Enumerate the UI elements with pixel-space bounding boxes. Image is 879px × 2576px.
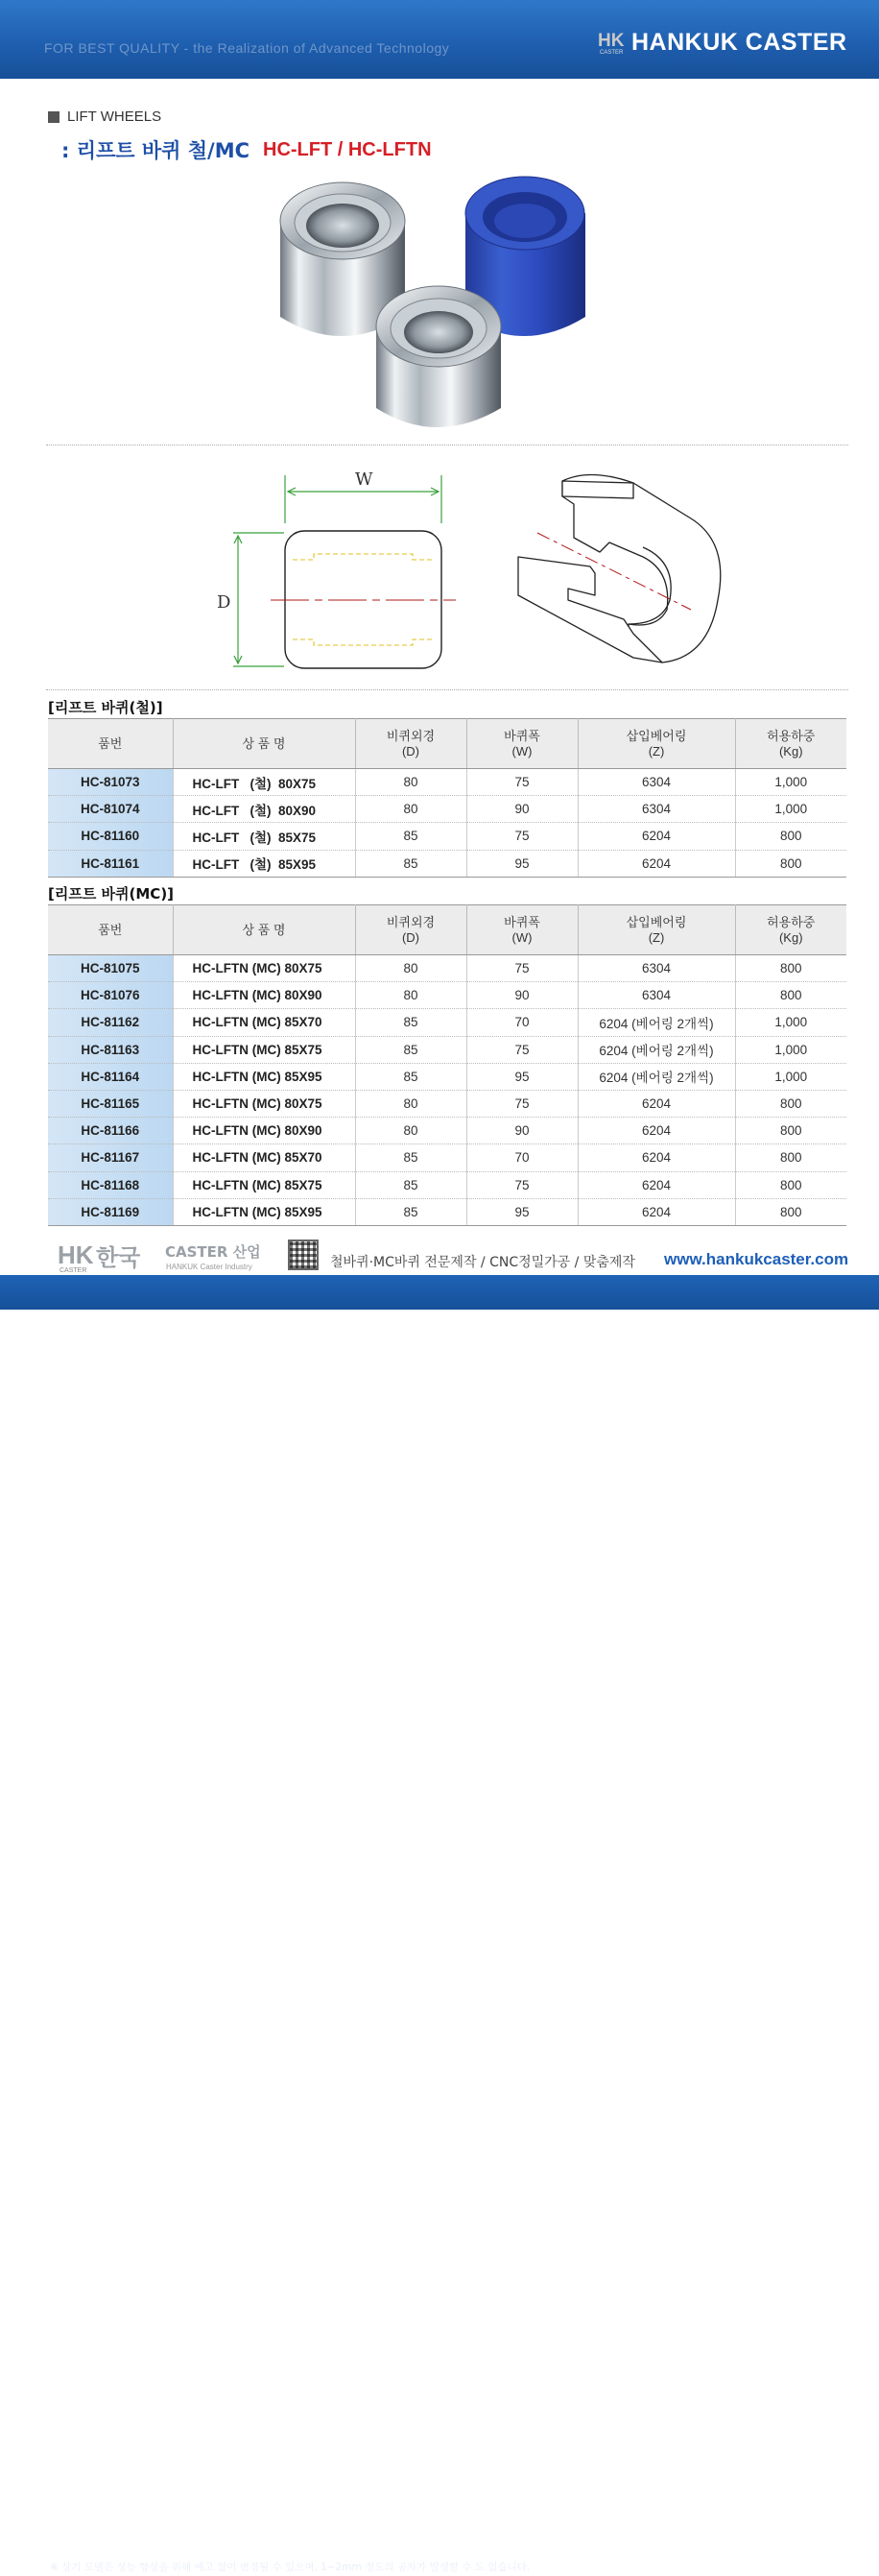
svg-text:CASTER: CASTER — [59, 1267, 87, 1274]
width-cell: 75 — [466, 1171, 578, 1198]
footer-disclaimer: ※ 상기 모델은 성능 향상을 위해 예고 없이 변경될 수 있으며, 1~2mm 정도의 공차가 발생할 수 도 있습니다. — [50, 2562, 531, 2573]
bearing-cell: 6204 — [578, 1118, 735, 1144]
width-cell: 70 — [466, 1144, 578, 1171]
bearing-cell: 6204 — [578, 823, 735, 850]
product-code-cell: HC-81162 — [48, 1009, 173, 1036]
bearing-cell: 6204 — [578, 1090, 735, 1117]
bearing-cell: 6304 — [578, 982, 735, 1009]
svg-text:W: W — [355, 469, 373, 490]
diameter-cell: 85 — [355, 1063, 466, 1090]
product-code-cell: HC-81165 — [48, 1090, 173, 1117]
col-d-header: 비퀴외경 (D) — [355, 719, 466, 769]
product-code-cell: HC-81074 — [48, 796, 173, 823]
table-row — [48, 1144, 846, 1171]
svg-text:CASTER 산업: CASTER 산업 — [165, 1243, 261, 1261]
dimension-drawing-front — [202, 456, 480, 677]
section-label: LIFT WHEELS — [67, 108, 162, 125]
brand-name: HANKUK CASTER — [631, 29, 847, 56]
bearing-cell: 6204 (베어링 2개씩) — [578, 1063, 735, 1090]
product-name-cell: HC-LFT (철) 80X75 — [173, 769, 355, 796]
bearing-cell: 6204 (베어링 2개씩) — [578, 1036, 735, 1063]
table-row — [48, 769, 846, 796]
load-cell: 1,000 — [735, 1063, 846, 1090]
product-name-cell: HC-LFTN (MC) 85X95 — [173, 1063, 355, 1090]
width-cell: 95 — [466, 850, 578, 877]
svg-text:HK: HK — [598, 31, 625, 51]
col-d-header: 비퀴외경 (D) — [355, 905, 466, 955]
product-code-cell: HC-81167 — [48, 1144, 173, 1171]
table-steel-title: [리프트 바퀴(철)] — [48, 699, 163, 716]
bearing-cell: 6204 — [578, 1144, 735, 1171]
diameter-cell: 85 — [355, 1171, 466, 1198]
bearing-cell: 6204 — [578, 1198, 735, 1225]
diameter-cell: 80 — [355, 982, 466, 1009]
table-row — [48, 796, 846, 823]
product-code-cell: HC-81073 — [48, 769, 173, 796]
table-row — [48, 1090, 846, 1117]
load-cell: 800 — [735, 1144, 846, 1171]
table-row — [48, 823, 846, 850]
width-cell: 75 — [466, 823, 578, 850]
product-code-cell: HC-81075 — [48, 955, 173, 982]
product-title: : 리프트 바퀴 철/MC — [61, 139, 250, 162]
product-code-cell: HC-81076 — [48, 982, 173, 1009]
table-row — [48, 1036, 846, 1063]
divider-bottom — [46, 689, 848, 690]
table-row — [48, 1198, 846, 1225]
diameter-cell: 80 — [355, 1090, 466, 1117]
width-cell: 75 — [466, 769, 578, 796]
col-kg-header: 허용하중 (Kg) — [735, 905, 846, 955]
svg-text:D: D — [217, 592, 231, 613]
qr-code-icon[interactable] — [288, 1240, 319, 1270]
svg-text:CASTER: CASTER — [600, 50, 624, 56]
col-kg-header: 허용하중 (Kg) — [735, 719, 846, 769]
load-cell: 800 — [735, 1171, 846, 1198]
table-mc-title: [리프트 바퀴(MC)] — [48, 885, 175, 903]
table-row — [48, 1118, 846, 1144]
col-w-header: 바퀴폭 (W) — [466, 719, 578, 769]
diameter-cell: 85 — [355, 823, 466, 850]
bearing-cell: 6204 — [578, 1171, 735, 1198]
bearing-cell: 6204 — [578, 850, 735, 877]
load-cell: 800 — [735, 1118, 846, 1144]
product-name-cell: HC-LFTN (MC) 85X75 — [173, 1036, 355, 1063]
product-name-cell: HC-LFTN (MC) 80X90 — [173, 982, 355, 1009]
width-cell: 75 — [466, 955, 578, 982]
bearing-cell: 6304 — [578, 796, 735, 823]
table-row — [48, 1063, 846, 1090]
product-name-cell: HC-LFTN (MC) 85X70 — [173, 1144, 355, 1171]
product-name-cell: HC-LFTN (MC) 80X75 — [173, 955, 355, 982]
diameter-cell: 85 — [355, 1036, 466, 1063]
product-code-cell: HC-81169 — [48, 1198, 173, 1225]
width-cell: 90 — [466, 1118, 578, 1144]
bearing-cell: 6304 — [578, 955, 735, 982]
product-name-cell: HC-LFTN (MC) 85X95 — [173, 1198, 355, 1225]
product-name-cell: HC-LFTN (MC) 80X90 — [173, 1118, 355, 1144]
product-code-cell: HC-81163 — [48, 1036, 173, 1063]
product-name-cell: HC-LFT (철) 80X90 — [173, 796, 355, 823]
product-code-cell: HC-81160 — [48, 823, 173, 850]
load-cell: 800 — [735, 850, 846, 877]
col-w-header: 바퀴폭 (W) — [466, 905, 578, 955]
footer-company-logo — [58, 1240, 278, 1273]
product-code-cell: HC-81166 — [48, 1118, 173, 1144]
footer-bar — [0, 1275, 879, 2576]
load-cell: 800 — [735, 1198, 846, 1225]
table-row — [48, 1009, 846, 1036]
svg-text:한국: 한국 — [96, 1244, 141, 1271]
footer-section-label: 기타 — [775, 2562, 800, 2576]
diameter-cell: 80 — [355, 796, 466, 823]
width-cell: 90 — [466, 796, 578, 823]
product-name-cell: HC-LFTN (MC) 85X75 — [173, 1171, 355, 1198]
load-cell: 1,000 — [735, 1036, 846, 1063]
product-code-cell: HC-81164 — [48, 1063, 173, 1090]
table-row — [48, 955, 846, 982]
diameter-cell: 85 — [355, 850, 466, 877]
width-cell: 75 — [466, 1090, 578, 1117]
section-bullet — [48, 111, 59, 123]
product-code-cell: HC-81161 — [48, 850, 173, 877]
header-tagline: FOR BEST QUALITY - the Realization of Advanced Technology — [44, 40, 450, 56]
diameter-cell: 85 — [355, 1144, 466, 1171]
load-cell: 800 — [735, 1090, 846, 1117]
product-name-cell: HC-LFT (철) 85X75 — [173, 823, 355, 850]
width-cell: 75 — [466, 1036, 578, 1063]
load-cell: 800 — [735, 982, 846, 1009]
load-cell: 1,000 — [735, 1009, 846, 1036]
svg-text:HK: HK — [58, 1240, 94, 1269]
product-name-cell: HC-LFTN (MC) 85X70 — [173, 1009, 355, 1036]
steel-wheel-small — [376, 286, 501, 427]
diameter-cell: 80 — [355, 955, 466, 982]
load-cell: 800 — [735, 955, 846, 982]
table-header-row — [48, 905, 846, 955]
load-cell: 800 — [735, 823, 846, 850]
col-code-header: 품번 — [48, 719, 173, 769]
product-photo — [269, 173, 614, 437]
col-name-header: 상 품 명 — [173, 905, 355, 955]
table-row — [48, 982, 846, 1009]
col-z-header: 삽입베어링 (Z) — [578, 719, 735, 769]
product-model-title: HC-LFT / HC-LFTN — [263, 139, 432, 160]
spec-table-steel — [48, 718, 846, 878]
page-header — [0, 0, 879, 79]
spec-table-mc — [48, 904, 846, 1226]
col-name-header: 상 품 명 — [173, 719, 355, 769]
table-header-row — [48, 719, 846, 769]
load-cell: 1,000 — [735, 769, 846, 796]
table-row — [48, 1171, 846, 1198]
diameter-cell: 80 — [355, 1118, 466, 1144]
bearing-cell: 6304 — [578, 769, 735, 796]
table-row — [48, 850, 846, 877]
col-code-header: 품번 — [48, 905, 173, 955]
svg-text:HANKUK Caster Industry: HANKUK Caster Industry — [166, 1263, 252, 1271]
hk-logo-icon — [597, 27, 628, 56]
load-cell: 1,000 — [735, 796, 846, 823]
product-name-cell: HC-LFTN (MC) 80X75 — [173, 1090, 355, 1117]
diameter-cell: 80 — [355, 769, 466, 796]
width-cell: 95 — [466, 1063, 578, 1090]
page-number: 123 — [812, 2553, 843, 2573]
isometric-drawing — [499, 466, 739, 672]
width-cell: 90 — [466, 982, 578, 1009]
diameter-cell: 85 — [355, 1009, 466, 1036]
footer-services: 철바퀴·MC바퀴 전문제작 / CNC정밀가공 / 맞춤제작 — [330, 1255, 635, 1270]
website-link[interactable]: www.hankukcaster.com — [664, 1250, 849, 1268]
product-code-cell: HC-81168 — [48, 1171, 173, 1198]
width-cell: 95 — [466, 1198, 578, 1225]
diameter-cell: 85 — [355, 1198, 466, 1225]
col-z-header: 삽입베어링 (Z) — [578, 905, 735, 955]
product-name-cell: HC-LFT (철) 85X95 — [173, 850, 355, 877]
bearing-cell: 6204 (베어링 2개씩) — [578, 1009, 735, 1036]
width-cell: 70 — [466, 1009, 578, 1036]
